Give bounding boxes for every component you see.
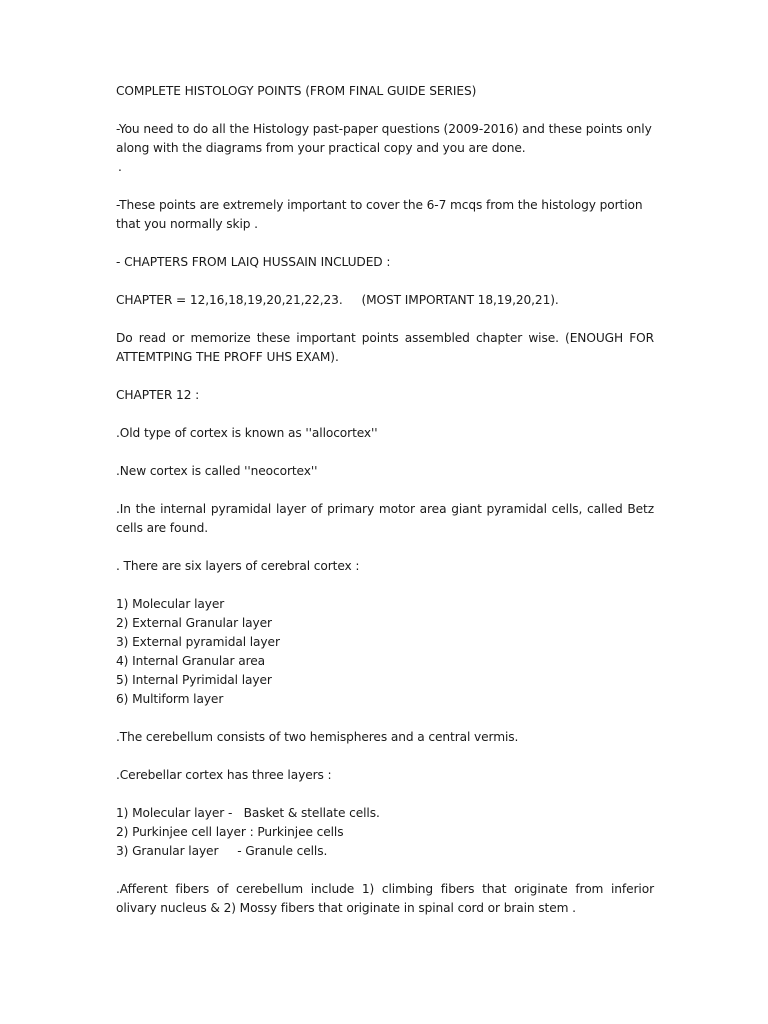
memorize-paragraph-line-2: ATTEMTPING THE PROFF UHS EXAM). xyxy=(116,350,339,364)
chapters-heading: - CHAPTERS FROM LAIQ HUSSAIN INCLUDED : xyxy=(116,255,391,269)
memorize-paragraph-line-1: Do read or memorize these important points assembled chapter wise. (ENOUGH FOR xyxy=(116,331,654,345)
importance-paragraph-line-2: that you normally skip . xyxy=(116,217,258,231)
cerebellum-point: .The cerebellum consists of two hemispheres and a central vermis. xyxy=(116,730,519,744)
document-page xyxy=(116,82,654,918)
intro-paragraph-line-2: along with the diagrams from your practical copy and you are done. xyxy=(116,141,526,155)
intro-paragraph-line-1: -You need to do all the Histology past-paper questions (2009-2016) and these points only xyxy=(116,122,652,136)
document-title: COMPLETE HISTOLOGY POINTS (FROM FINAL GUIDE SERIES) xyxy=(116,84,477,98)
cortex-layers-list xyxy=(116,595,654,709)
list-item: 3) External pyramidal layer xyxy=(116,635,280,649)
list-item: 1) Molecular layer - Basket & stellate cells. xyxy=(116,806,380,820)
afferent-fibers-point-line-2: olivary nucleus & 2) Mossy fibers that originate in spinal cord or brain stem . xyxy=(116,901,576,915)
chapters-list: CHAPTER = 12,16,18,19,20,21,22,23. (MOST IMPORTANT 18,19,20,21). xyxy=(116,293,559,307)
list-item: 3) Granular layer - Granule cells. xyxy=(116,844,328,858)
importance-paragraph-line-1: -These points are extremely important to cover the 6-7 mcqs from the histology portion xyxy=(116,198,643,212)
allocortex-point: .Old type of cortex is known as ''allocortex'' xyxy=(116,426,378,440)
betz-cells-point-line-2: cells are found. xyxy=(116,521,208,535)
neocortex-point: .New cortex is called ''neocortex'' xyxy=(116,464,318,478)
cerebellar-layers-heading: .Cerebellar cortex has three layers : xyxy=(116,768,332,782)
six-layers-heading: . There are six layers of cerebral cortex : xyxy=(116,559,360,573)
list-item: 6) Multiform layer xyxy=(116,692,224,706)
stray-dot: . xyxy=(118,160,122,174)
cerebellar-layers-list xyxy=(116,804,654,861)
list-item: 2) External Granular layer xyxy=(116,616,272,630)
list-item: 4) Internal Granular area xyxy=(116,654,266,668)
list-item: 5) Internal Pyrimidal layer xyxy=(116,673,272,687)
list-item: 2) Purkinjee cell layer : Purkinjee cells xyxy=(116,825,344,839)
chapter-12-heading: CHAPTER 12 : xyxy=(116,388,200,402)
betz-cells-point-line-1: .In the internal pyramidal layer of primary motor area giant pyramidal cells, called Betz xyxy=(116,502,654,516)
list-item: 1) Molecular layer xyxy=(116,597,225,611)
afferent-fibers-point-line-1: .Afferent fibers of cerebellum include 1) climbing fibers that originate from inferior xyxy=(116,882,654,896)
